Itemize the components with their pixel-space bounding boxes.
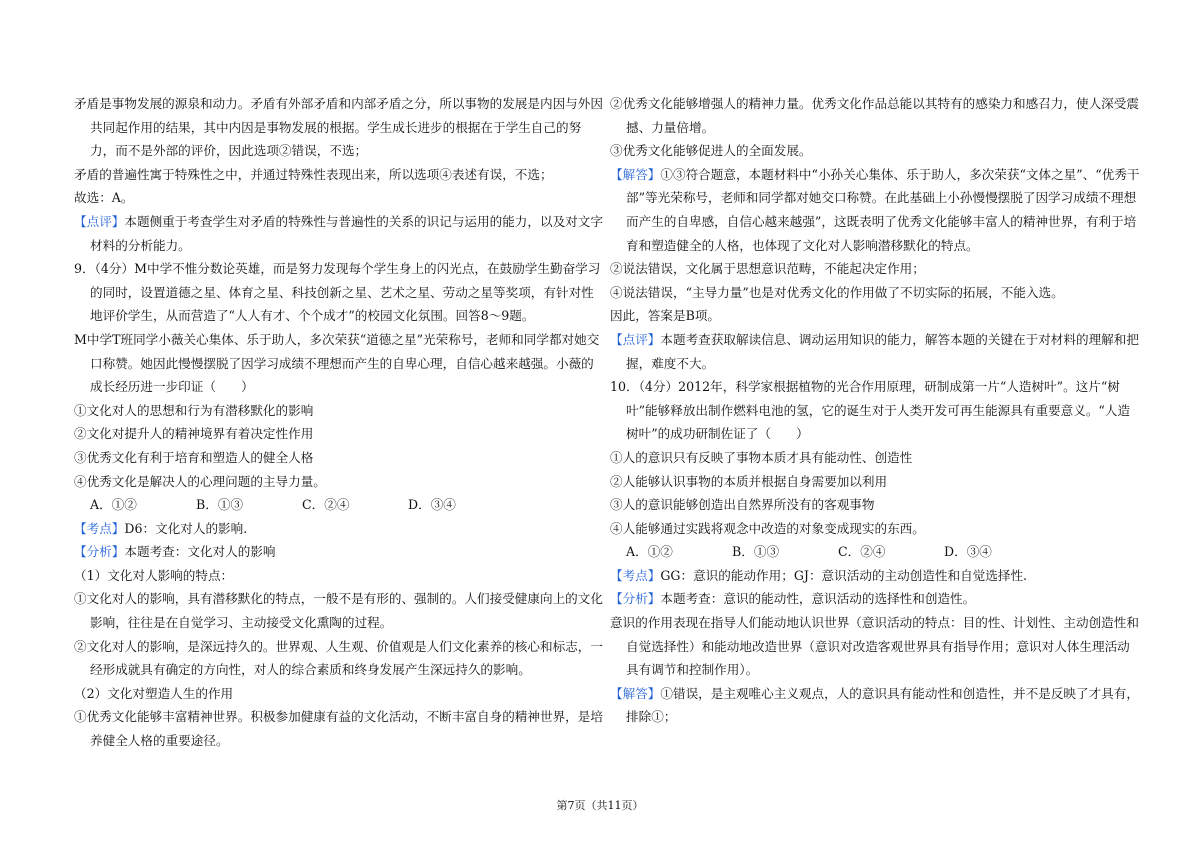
section-tag: 【解答】	[610, 685, 661, 701]
paragraph: ④人能够通过实践将观念中改造的对象变成现实的东西。	[610, 520, 925, 536]
paragraph: ②说法错误，文化属于思想意识范畴，不能起决定作用；	[610, 261, 925, 277]
paragraph: ②文化对提升人的精神境界有着决定性作用	[74, 426, 314, 442]
section-text: GG：意识的能动作用；GJ：意识活动的主动创造性和自觉选择性.	[660, 567, 1028, 583]
section-text: ①③符合题意，本题材料中“小孙关心集体、乐于助人，多次荣获“文体之星”、“优秀干部”等光荣称号，老师和同学都对她交口称赞。在此基础上小孙慢慢摆脱了因学习成绩不理想而产生的自卑感，自信心越来越强”，这既表明了优秀文化能够丰富人的精神世界，有利于培育和塑造健全的人格，也体现了文化对人影响潜移默化的特点。	[626, 166, 1140, 253]
paragraph: M中学T班同学小薇关心集体、乐于助人，多次荣获“道德之星”光荣称号，老师和同学都对她交口称赞。她因此慢慢摆脱了因学习成绩不理想而产生的自卑心理，自信心越来越强。小薇的成长经历进一步印证（ ）	[74, 331, 600, 395]
tagged-paragraph	[610, 682, 1140, 729]
tagged-paragraph	[610, 163, 1140, 257]
answer-option: D．③④	[944, 544, 992, 560]
section-tag: 【分析】	[74, 544, 125, 560]
paragraph: ②文化对人的影响，是深远持久的。世界观、人生观、价值观是人们文化素养的核心和标志，一经形成就具有确定的方向性，对人的综合素质和终身发展产生深远持久的影响。	[74, 638, 603, 678]
answer-options	[74, 493, 604, 517]
tagged-paragraph	[74, 517, 604, 541]
answer-option: D．③④	[408, 497, 456, 513]
tagged-paragraph	[74, 540, 604, 564]
answer-option: C．②④	[302, 497, 350, 513]
paragraph: ①文化对人的思想和行为有潜移默化的影响	[74, 402, 314, 418]
answer-option: A．①②	[90, 497, 137, 513]
paragraph: 10．（4分）2012年，科学家根据植物的光合作用原理，研制成第一片“人造树叶”。这片“树叶”能够释放出制作燃料电池的氢，它的诞生对于人类开发可再生能源具有重要意义。“人造树叶”的成功研制佐证了（ ）	[610, 379, 1131, 442]
section-tag: 【点评】	[74, 213, 125, 229]
paragraph: ③人的意识能够创造出自然界所没有的客观事物	[610, 497, 875, 513]
left-column	[74, 92, 604, 753]
section-text: D6：文化对人的影响.	[124, 520, 248, 536]
section-text: ①错误，是主观唯心主义观点，人的意识具有能动性和创造性，并不是反映了才具有，排除①；	[626, 685, 1139, 725]
section-tag: 【考点】	[74, 520, 125, 536]
tagged-paragraph	[610, 587, 1140, 611]
section-text: 本题考查：文化对人的影响	[124, 544, 276, 560]
answer-option: B．①③	[196, 497, 244, 513]
page-footer: 第7页（共11页）	[556, 799, 644, 812]
paragraph: 故选：A。	[74, 190, 134, 206]
paragraph: ③优秀文化能够促进人的全面发展。	[610, 143, 812, 159]
section-text: 本题侧重于考查学生对矛盾的特殊性与普遍性的关系的识记与运用的能力，以及对文字材料的分析能力。	[90, 213, 603, 253]
paragraph: （2）文化对塑造人生的作用	[74, 685, 234, 701]
paragraph: 意识的作用表现在指导人们能动地认识世界（意识活动的特点：目的性、计划性、主动创造性和自觉选择性）和能动地改造世界（意识对改造客观世界具有指导作用；意识对人体生理活动具有调节和控制作用）。	[610, 615, 1139, 678]
section-tag: 【分析】	[610, 591, 661, 607]
paragraph: ①人的意识只有反映了事物本质才具有能动性、创造性	[610, 449, 913, 465]
answer-option: C．②④	[838, 544, 886, 560]
paragraph: 矛盾是事物发展的源泉和动力。矛盾有外部矛盾和内部矛盾之分，所以事物的发展是内因与外因共同起作用的结果，其中内因是事物发展的根据。学生成长进步的根据在于学生自己的努力，而不是外部的评价，因此选项②错误，不选；	[74, 96, 603, 159]
paragraph: ②人能够认识事物的本质并根据自身需要加以利用	[610, 473, 888, 489]
tagged-paragraph	[610, 328, 1140, 375]
paragraph: 因此，答案是B项。	[610, 308, 721, 324]
section-tag: 【解答】	[610, 166, 661, 182]
section-tag: 【考点】	[610, 567, 661, 583]
paragraph: ③优秀文化有利于培育和塑造人的健全人格	[74, 449, 314, 465]
paragraph: ②优秀文化能够增强人的精神力量。优秀文化作品总能以其特有的感染力和感召力，使人深受震撼、力量倍增。	[610, 96, 1139, 135]
answer-options	[610, 540, 1140, 564]
paragraph: ①文化对人的影响，具有潜移默化的特点，一般不是有形的、强制的。人们接受健康向上的文化影响，往往是在自觉学习、主动接受文化熏陶的过程。	[74, 591, 603, 631]
tagged-paragraph	[74, 210, 604, 257]
paragraph: ④说法错误，“主导力量”也是对优秀文化的作用做了不切实际的拓展，不能入选。	[610, 284, 1064, 300]
section-text: 本题考查：意识的能动性，意识活动的选择性和创造性。	[660, 591, 976, 607]
tagged-paragraph	[610, 564, 1140, 588]
section-tag: 【点评】	[610, 331, 661, 347]
paragraph: 矛盾的普遍性寓于特殊性之中，并通过特殊性表现出来，所以选项④表述有误，不选；	[74, 166, 553, 182]
paragraph: ④优秀文化是解决人的心理问题的主导力量。	[74, 473, 326, 489]
paragraph: （1）文化对人影响的特点：	[74, 567, 234, 583]
paragraph: 9．（4分）M中学不惟分数论英雄，而是努力发现每个学生身上的闪光点，在鼓励学生勤奋学习的同时，设置道德之星、体育之星、科技创新之星、艺术之星、劳动之星等奖项，有针对性地评价学生，从而营造了“人人有才、个个成才”的校园文化氛围。回答8～9题。	[74, 261, 601, 324]
answer-option: A．①②	[626, 544, 673, 560]
paragraph: ①优秀文化能够丰富精神世界。积极参加健康有益的文化活动，不断丰富自身的精神世界，是培养健全人格的重要途径。	[74, 709, 603, 749]
section-text: 本题考查获取解读信息、调动运用知识的能力，解答本题的关键在于对材料的理解和把握，难度不大。	[626, 331, 1139, 371]
answer-option: B．①③	[732, 544, 780, 560]
right-column	[610, 92, 1140, 729]
